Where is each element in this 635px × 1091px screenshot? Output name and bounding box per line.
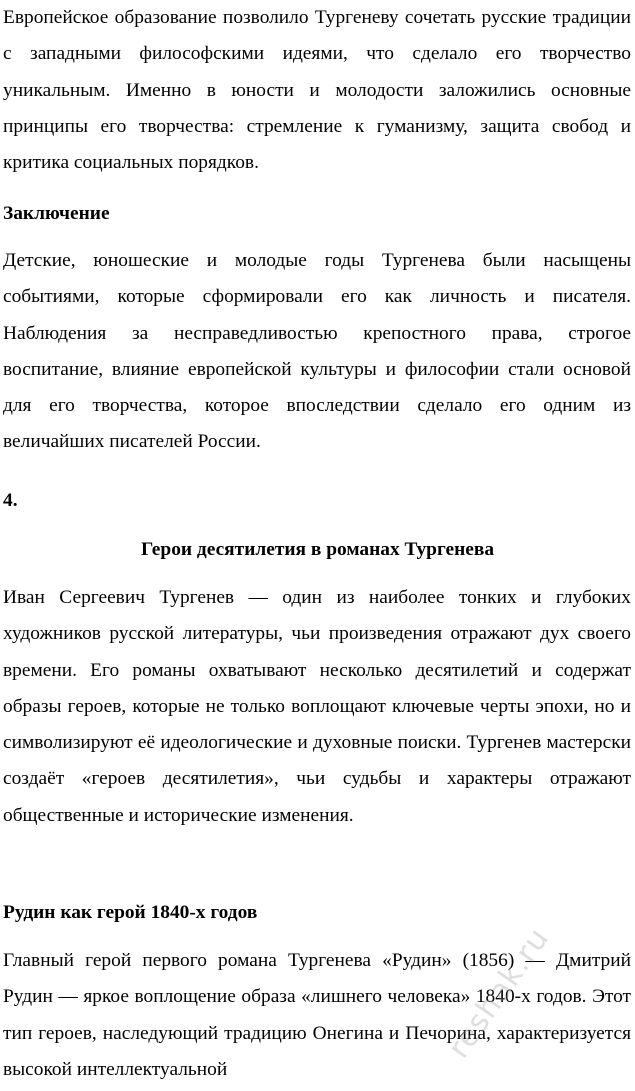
- heading-rudin: Рудин как герой 1840-х годов: [3, 902, 258, 923]
- paragraph-rudin: Главный герой первого романа Тургенева «Рудин» (1856) — Дмитрий Рудин — яркое воплощение образа «лишнего человека» 1840-х годов. Этот тип героев, наследующий традицию Онегина и Печорина, характеризуется высокой интеллектуальной: [3, 950, 631, 1080]
- paragraph-european-education: Европейское образование позволило Тургеневу сочетать русские традиции с западными философскими идеями, что сделало его творчество уникальным. Именно в юности и молодости заложились основные принципы его творчества: стремление к гуманизму, защита свобод и критика социальных порядков.: [3, 7, 631, 174]
- paragraph-intro-heroes: Иван Сергеевич Тургенев — один из наиболее тонких и глубоких художников русской литературы, чьи произведения отражают дух своего времени. Его романы охватывают несколько десятилетий и содержат образы героев, которые не только воплощают ключевые черты эпохи, но и символизируют её идеологические и духовные поиски. Тургенев мастерски создаёт «героев десятилетия», чьи судьбы и характеры отражают общественные и исторические изменения.: [3, 587, 631, 826]
- section-number: 4.: [3, 490, 18, 511]
- watermark-text: reshak.ru: [441, 921, 557, 1065]
- section-title: Герои десятилетия в романах Тургенева: [140, 539, 495, 560]
- heading-conclusion: Заключение: [3, 203, 110, 224]
- paragraph-conclusion: Детские, юношеские и молодые годы Тургенева были насыщены событиями, которые сформировали его как личность и писателя. Наблюдения за несправедливостью крепостного права, строгое воспитание, влияние европейской культуры и философии стали основой для его творчества, которое впоследствии сделало его одним из величайших писателей России.: [3, 250, 631, 453]
